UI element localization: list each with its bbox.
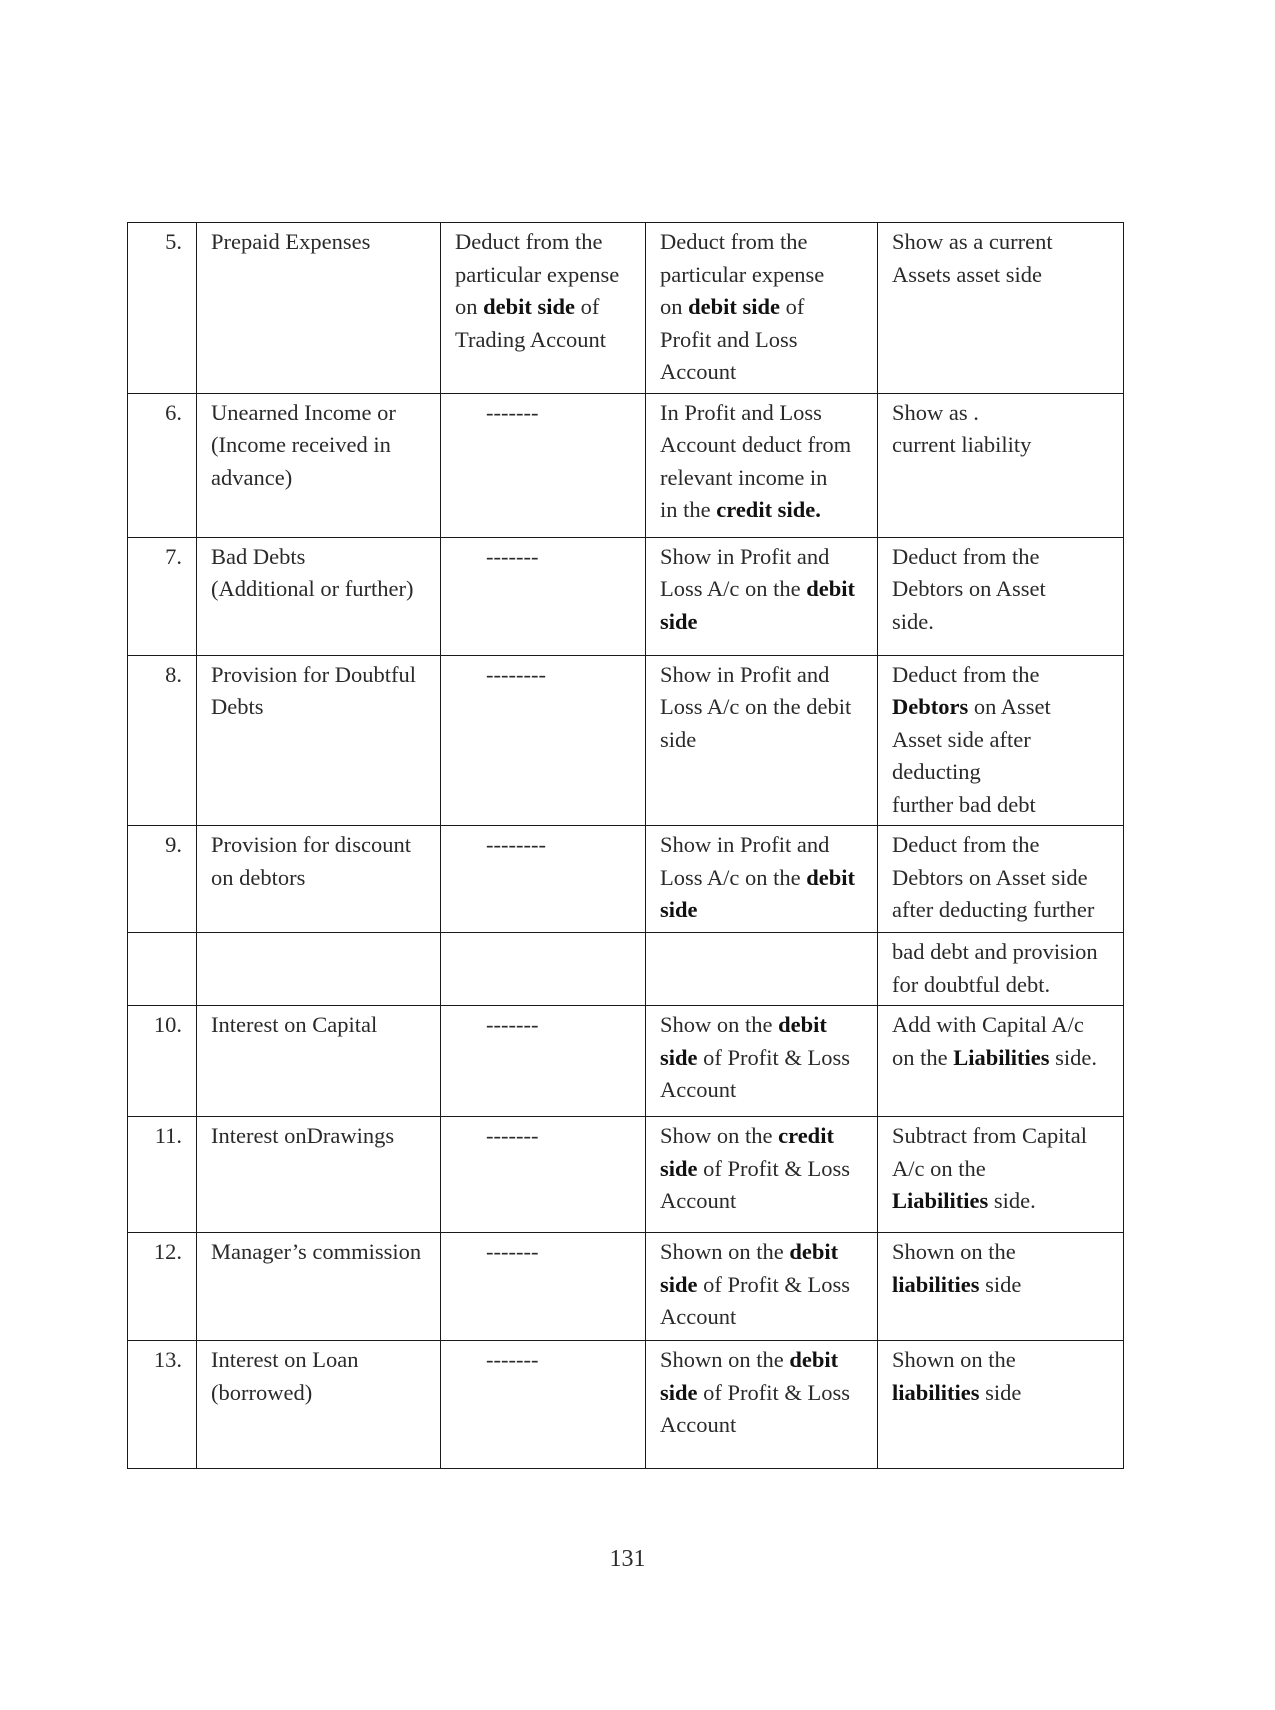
trading-account-cell-text xyxy=(486,659,633,692)
trading-account-cell-text xyxy=(486,1236,633,1269)
table-row xyxy=(128,1006,1124,1117)
item-cell xyxy=(197,393,441,537)
text-segment: ------- xyxy=(486,543,539,569)
profit-loss-cell-text xyxy=(660,1344,865,1442)
profit-loss-cell xyxy=(646,933,878,1006)
trading-account-cell-text xyxy=(486,1120,633,1153)
bold-text: liabilities xyxy=(892,1379,980,1405)
balance-sheet-cell-text xyxy=(892,226,1111,291)
item-cell xyxy=(197,826,441,933)
profit-loss-cell xyxy=(646,1117,878,1233)
serial-number-cell xyxy=(128,537,197,655)
text-segment: Shown on the xyxy=(892,1239,1016,1264)
table-row xyxy=(128,933,1124,1006)
text-segment: Subtract from Capital A/c on the xyxy=(892,1123,1087,1181)
trading-account-cell-text xyxy=(486,829,633,862)
serial-number-cell-text: 5. xyxy=(165,229,182,254)
table-row xyxy=(128,393,1124,537)
balance-sheet-cell xyxy=(878,826,1124,933)
profit-loss-cell xyxy=(646,655,878,826)
profit-loss-cell xyxy=(646,223,878,394)
table-row xyxy=(128,1233,1124,1341)
profit-loss-cell xyxy=(646,1233,878,1341)
balance-sheet-cell-text xyxy=(892,1236,1111,1301)
item-cell-text: Prepaid Expenses xyxy=(211,229,371,254)
text-segment: of Trading Account xyxy=(455,294,607,352)
item-cell-text: Interest on Capital xyxy=(211,1012,378,1037)
trading-account-cell xyxy=(441,1233,646,1341)
bold-text: debit side xyxy=(660,864,856,922)
bold-text: credit side xyxy=(660,1123,834,1181)
serial-number-cell-text: 6. xyxy=(165,399,182,425)
text-segment: Shown on the xyxy=(660,1347,790,1372)
text-segment: Show as a current Assets asset side xyxy=(892,229,1053,287)
profit-loss-cell-text xyxy=(660,659,865,757)
table-row xyxy=(128,537,1124,655)
profit-loss-cell-text xyxy=(660,541,865,639)
bold-text: debit side xyxy=(660,1239,839,1297)
serial-number-cell xyxy=(128,223,197,394)
trading-account-cell-text xyxy=(486,1344,633,1377)
item-cell xyxy=(197,1117,441,1233)
balance-sheet-cell-text xyxy=(892,829,1111,927)
serial-number-cell-text: 12. xyxy=(153,1239,182,1264)
bold-text: debit side xyxy=(660,576,856,634)
item-cell-text: Provision for discount on debtors xyxy=(211,832,411,890)
profit-loss-cell-text xyxy=(660,1236,865,1334)
profit-loss-cell-text xyxy=(660,226,865,389)
serial-number-cell xyxy=(128,1006,197,1117)
text-segment: Add with Capital A/c on the xyxy=(892,1012,1084,1070)
text-segment: side. xyxy=(988,1188,1036,1213)
bold-text: Liabilities xyxy=(892,1188,989,1213)
bold-text: Debtors xyxy=(892,694,969,719)
text-segment: on Asset Asset side after deducting further bad debt xyxy=(892,694,1051,817)
item-cell-text: Provision for Doubtful Debts xyxy=(211,661,416,719)
bold-text: Liabilities xyxy=(953,1044,1050,1070)
serial-number-cell xyxy=(128,1117,197,1233)
text-segment: of Profit & Loss Account xyxy=(660,1044,851,1102)
text-segment: Show on the xyxy=(660,1123,779,1148)
profit-loss-cell-text xyxy=(660,1120,865,1218)
trading-account-cell xyxy=(441,655,646,826)
balance-sheet-cell xyxy=(878,1341,1124,1469)
text-segment: Show in Profit and Loss A/c on the debit side xyxy=(660,661,852,752)
balance-sheet-cell xyxy=(878,1117,1124,1233)
bold-text: debit side xyxy=(660,1347,839,1405)
balance-sheet-cell-text xyxy=(892,659,1111,822)
text-segment: -------- xyxy=(486,832,546,857)
item-cell xyxy=(197,1341,441,1469)
serial-number-cell xyxy=(128,1233,197,1341)
serial-number-cell-text: 11. xyxy=(154,1123,182,1148)
serial-number-cell-text: 9. xyxy=(165,832,182,857)
text-segment: Deduct from the xyxy=(892,661,1040,687)
serial-number-cell xyxy=(128,1341,197,1469)
trading-account-cell-text xyxy=(486,1009,633,1042)
adjustments-table xyxy=(127,222,1124,1469)
serial-number-cell-text: 8. xyxy=(165,661,182,687)
text-segment: side xyxy=(979,1271,1022,1297)
serial-number-cell-text: 13. xyxy=(153,1347,182,1372)
table-row xyxy=(128,826,1124,933)
balance-sheet-cell-text xyxy=(892,397,1111,462)
text-segment: Deduct from the Debtors on Asset side. xyxy=(892,543,1046,634)
text-segment: side. xyxy=(1049,1044,1098,1070)
profit-loss-cell-text xyxy=(660,829,865,927)
profit-loss-cell-text xyxy=(660,1009,865,1107)
balance-sheet-cell-text xyxy=(892,1344,1111,1409)
text-segment: side xyxy=(979,1379,1022,1405)
item-cell-text: Unearned Income or (Income received in advance) xyxy=(211,399,396,490)
text-segment: In Profit and Loss Account deduct from relevant income in in the xyxy=(660,399,852,522)
serial-number-cell-text: 7. xyxy=(165,543,182,569)
profit-loss-cell xyxy=(646,1006,878,1117)
text-segment: Show on the xyxy=(660,1012,779,1037)
trading-account-cell-text xyxy=(486,397,633,430)
balance-sheet-cell xyxy=(878,537,1124,655)
balance-sheet-cell xyxy=(878,1233,1124,1341)
bold-text: debit side xyxy=(688,294,781,319)
profit-loss-cell xyxy=(646,393,878,537)
text-segment: Deduct from the particular expense on xyxy=(660,229,825,319)
text-segment: ------- xyxy=(486,1239,539,1264)
item-cell-text: Interest on Loan (borrowed) xyxy=(211,1347,359,1405)
serial-number-cell-text: 10. xyxy=(153,1012,182,1037)
serial-number-cell xyxy=(128,655,197,826)
trading-account-cell xyxy=(441,1006,646,1117)
table-body xyxy=(128,223,1124,1469)
trading-account-cell xyxy=(441,1341,646,1469)
table-row xyxy=(128,1117,1124,1233)
text-segment: Show as . current liability xyxy=(892,399,1032,457)
balance-sheet-cell xyxy=(878,223,1124,394)
item-cell-text: Bad Debts (Additional or further) xyxy=(211,543,414,601)
table-row xyxy=(128,655,1124,826)
text-segment: Deduct from the Debtors on Asset side after deducting further xyxy=(892,832,1095,922)
balance-sheet-cell xyxy=(878,655,1124,826)
text-segment: Show in Profit and Loss A/c on the xyxy=(660,543,830,601)
text-segment: bad debt and provision for doubtful debt. xyxy=(892,939,1098,997)
text-segment: of Profit & Loss Account xyxy=(660,1155,851,1213)
trading-account-cell xyxy=(441,393,646,537)
bold-text: credit side. xyxy=(716,497,821,522)
balance-sheet-cell xyxy=(878,1006,1124,1117)
text-segment: Deduct from the particular expense on xyxy=(455,229,620,319)
text-segment: Shown on the xyxy=(660,1239,790,1264)
page-number: 131 xyxy=(609,1546,646,1572)
item-cell xyxy=(197,1006,441,1117)
bold-text: debit side xyxy=(483,294,576,319)
text-segment: of Profit & Loss Account xyxy=(660,1379,851,1437)
item-cell xyxy=(197,1233,441,1341)
profit-loss-cell xyxy=(646,826,878,933)
balance-sheet-cell-text xyxy=(892,1120,1111,1218)
item-cell xyxy=(197,933,441,1006)
text-segment: ------- xyxy=(486,1012,539,1037)
balance-sheet-cell-text xyxy=(892,541,1111,639)
profit-loss-cell-text xyxy=(660,397,865,527)
trading-account-cell xyxy=(441,826,646,933)
table-row xyxy=(128,1341,1124,1469)
table-row xyxy=(128,223,1124,394)
trading-account-cell-text xyxy=(455,226,633,356)
balance-sheet-cell xyxy=(878,933,1124,1006)
trading-account-cell xyxy=(441,933,646,1006)
balance-sheet-cell-text xyxy=(892,936,1111,1001)
text-segment: Show in Profit and Loss A/c on the xyxy=(660,832,830,890)
text-segment: Shown on the xyxy=(892,1347,1016,1372)
trading-account-cell xyxy=(441,1117,646,1233)
serial-number-cell xyxy=(128,933,197,1006)
balance-sheet-cell-text xyxy=(892,1009,1111,1074)
text-segment: ------- xyxy=(486,1347,539,1372)
item-cell-text: Manager’s commission xyxy=(211,1239,422,1264)
text-segment: of Profit & Loss Account xyxy=(660,1271,851,1329)
item-cell xyxy=(197,537,441,655)
item-cell-text: Interest onDrawings xyxy=(211,1123,395,1148)
serial-number-cell xyxy=(128,393,197,537)
serial-number-cell xyxy=(128,826,197,933)
trading-account-cell xyxy=(441,537,646,655)
text-segment: -------- xyxy=(486,661,546,687)
trading-account-cell xyxy=(441,223,646,394)
text-segment: ------- xyxy=(486,1123,539,1148)
item-cell xyxy=(197,223,441,394)
trading-account-cell-text xyxy=(486,541,633,574)
bold-text: liabilities xyxy=(892,1271,980,1297)
balance-sheet-cell xyxy=(878,393,1124,537)
text-segment: ------- xyxy=(486,399,539,425)
item-cell xyxy=(197,655,441,826)
bold-text: debit side xyxy=(660,1012,827,1070)
text-segment: of Profit and Loss Account xyxy=(660,294,805,384)
profit-loss-cell xyxy=(646,537,878,655)
profit-loss-cell xyxy=(646,1341,878,1469)
